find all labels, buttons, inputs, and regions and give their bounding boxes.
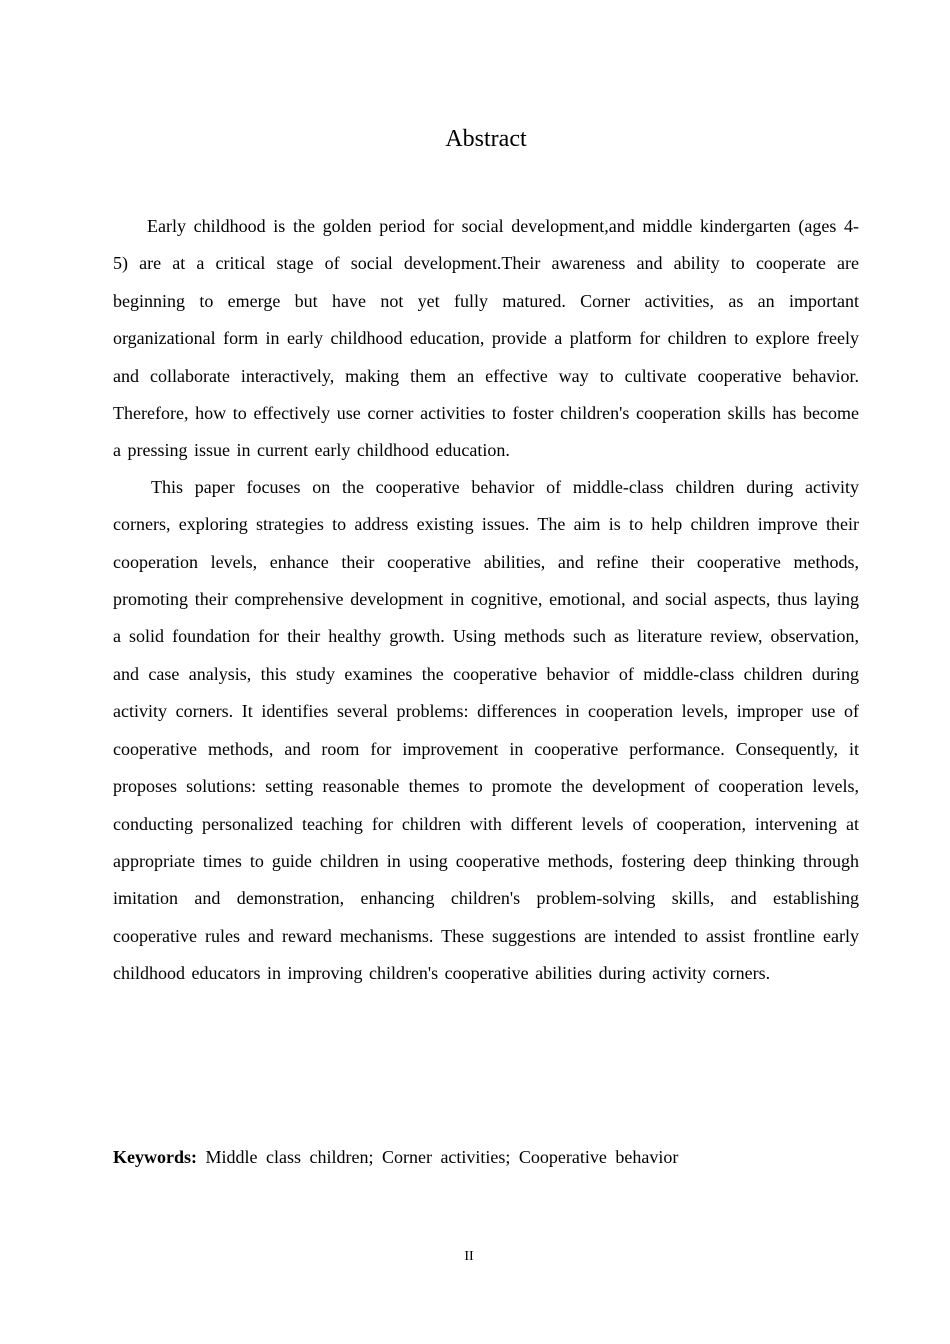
abstract-paragraph-2: This paper focuses on the cooperative behavior of middle-class children during activity corners, exploring strategies to address existing issues. The aim is to help children improve their cooperation levels, enhance their cooperative abilities, and refine their cooperative methods, promoting their comprehensive development in cognitive, emotional, and social aspects, thus laying a solid foundation for their healthy growth. Using methods such as literature review, observation, and case analysis, this study examines the cooperative behavior of middle-class children during activity corners. It identifies several problems: differences in cooperation levels, improper use of cooperative methods, and room for improvement in cooperative performance. Consequently, it proposes solutions: setting reasonable themes to promote the development of cooperation levels, conducting personalized teaching for children with different levels of cooperation, intervening at appropriate times to guide children in using cooperative methods, fostering deep thinking through imitation and demonstration, enhancing children's problem-solving skills, and establishing cooperative rules and reward mechanisms. These suggestions are intended to assist frontline early childhood educators in improving children's cooperative abilities during activity corners.: [113, 476, 859, 984]
page-title: Abstract: [445, 126, 527, 152]
keywords-line: [113, 1142, 678, 1172]
abstract-body: [113, 208, 859, 993]
page-number: II: [464, 1249, 474, 1264]
abstract-paragraph-1: Early childhood is the golden period for social development,and middle kindergarten (ages 4-5) are at a critical stage of social development.Their awareness and ability to cooperate are beginning to emerge but have not yet fully matured. Corner activities, as an important organizational form in early childhood education, provide a platform for children to explore freely and collaborate interactively, making them an effective way to cultivate cooperative behavior. Therefore, how to effectively use corner activities to foster children's cooperation skills has become a pressing issue in current early childhood education.: [113, 216, 859, 461]
keywords-text: Middle class children; Corner activities; Cooperative behavior: [205, 1147, 679, 1167]
keywords-label: Keywords:: [113, 1147, 197, 1167]
